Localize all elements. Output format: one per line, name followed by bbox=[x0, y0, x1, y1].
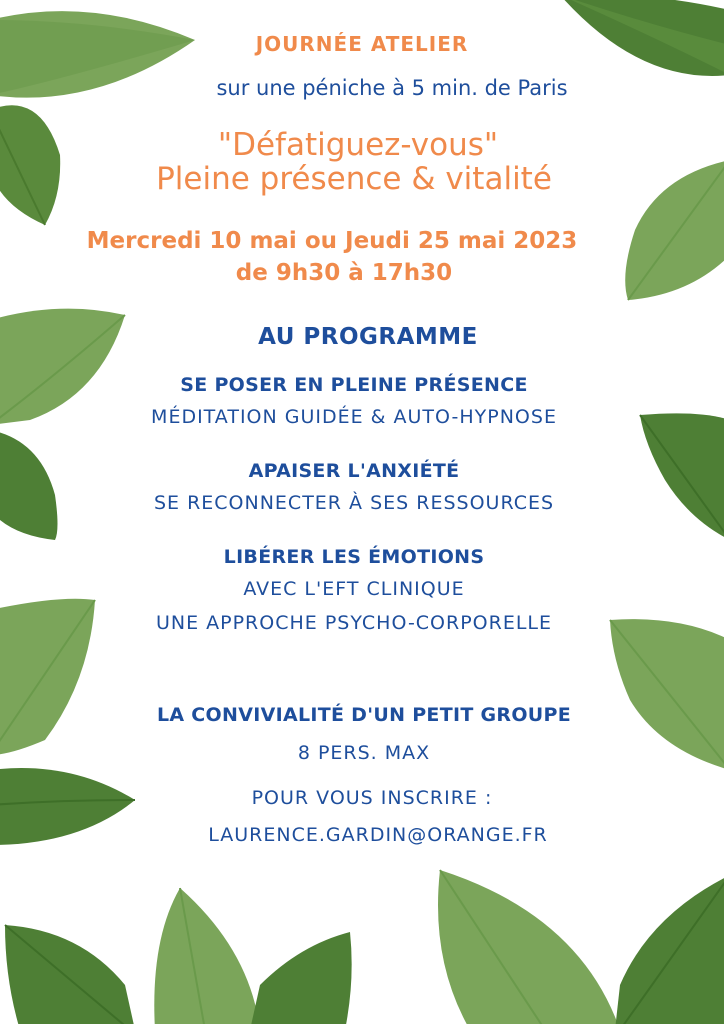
program-item-title: APAISER L'ANXIÉTÉ bbox=[248, 460, 460, 482]
leaf-icon bbox=[0, 430, 58, 540]
leaf-icon bbox=[250, 932, 352, 1024]
event-type: JOURNÉE ATELIER bbox=[255, 32, 469, 56]
event-location: sur une péniche à 5 min. de Paris bbox=[216, 76, 568, 100]
leaf-icon bbox=[615, 875, 724, 1024]
event-title-line2: Pleine présence & vitalité bbox=[156, 161, 552, 197]
event-title-line1: "Défatiguez-vous" bbox=[217, 127, 499, 163]
leaf-icon bbox=[154, 888, 260, 1024]
group-title: LA CONVIVIALITÉ D'UN PETIT GROUPE bbox=[156, 704, 572, 726]
event-dates: Mercredi 10 mai ou Jeudi 25 mai 2023 bbox=[86, 228, 578, 254]
contact-label: POUR VOUS INSCRIRE : bbox=[251, 787, 493, 809]
program-item-line: SE RECONNECTER À SES RESSOURCES bbox=[153, 492, 555, 514]
event-hours: de 9h30 à 17h30 bbox=[235, 260, 453, 286]
program-item-line: UNE APPROCHE PSYCHO-CORPORELLE bbox=[155, 612, 553, 634]
program-heading: AU PROGRAMME bbox=[258, 324, 478, 350]
group-size: 8 PERS. MAX bbox=[297, 742, 431, 764]
program-item-line: AVEC L'EFT CLINIQUE bbox=[243, 578, 465, 600]
program-item-line: MÉDITATION GUIDÉE & AUTO-HYPNOSE bbox=[151, 406, 557, 428]
contact-email[interactable]: LAURENCE.GARDIN@ORANGE.FR bbox=[208, 824, 548, 846]
program-item-title: SE POSER EN PLEINE PRÉSENCE bbox=[180, 374, 528, 396]
leaf-icon bbox=[438, 870, 620, 1024]
program-item-title: LIBÉRER LES ÉMOTIONS bbox=[223, 546, 485, 568]
leaf-icon bbox=[5, 925, 135, 1024]
